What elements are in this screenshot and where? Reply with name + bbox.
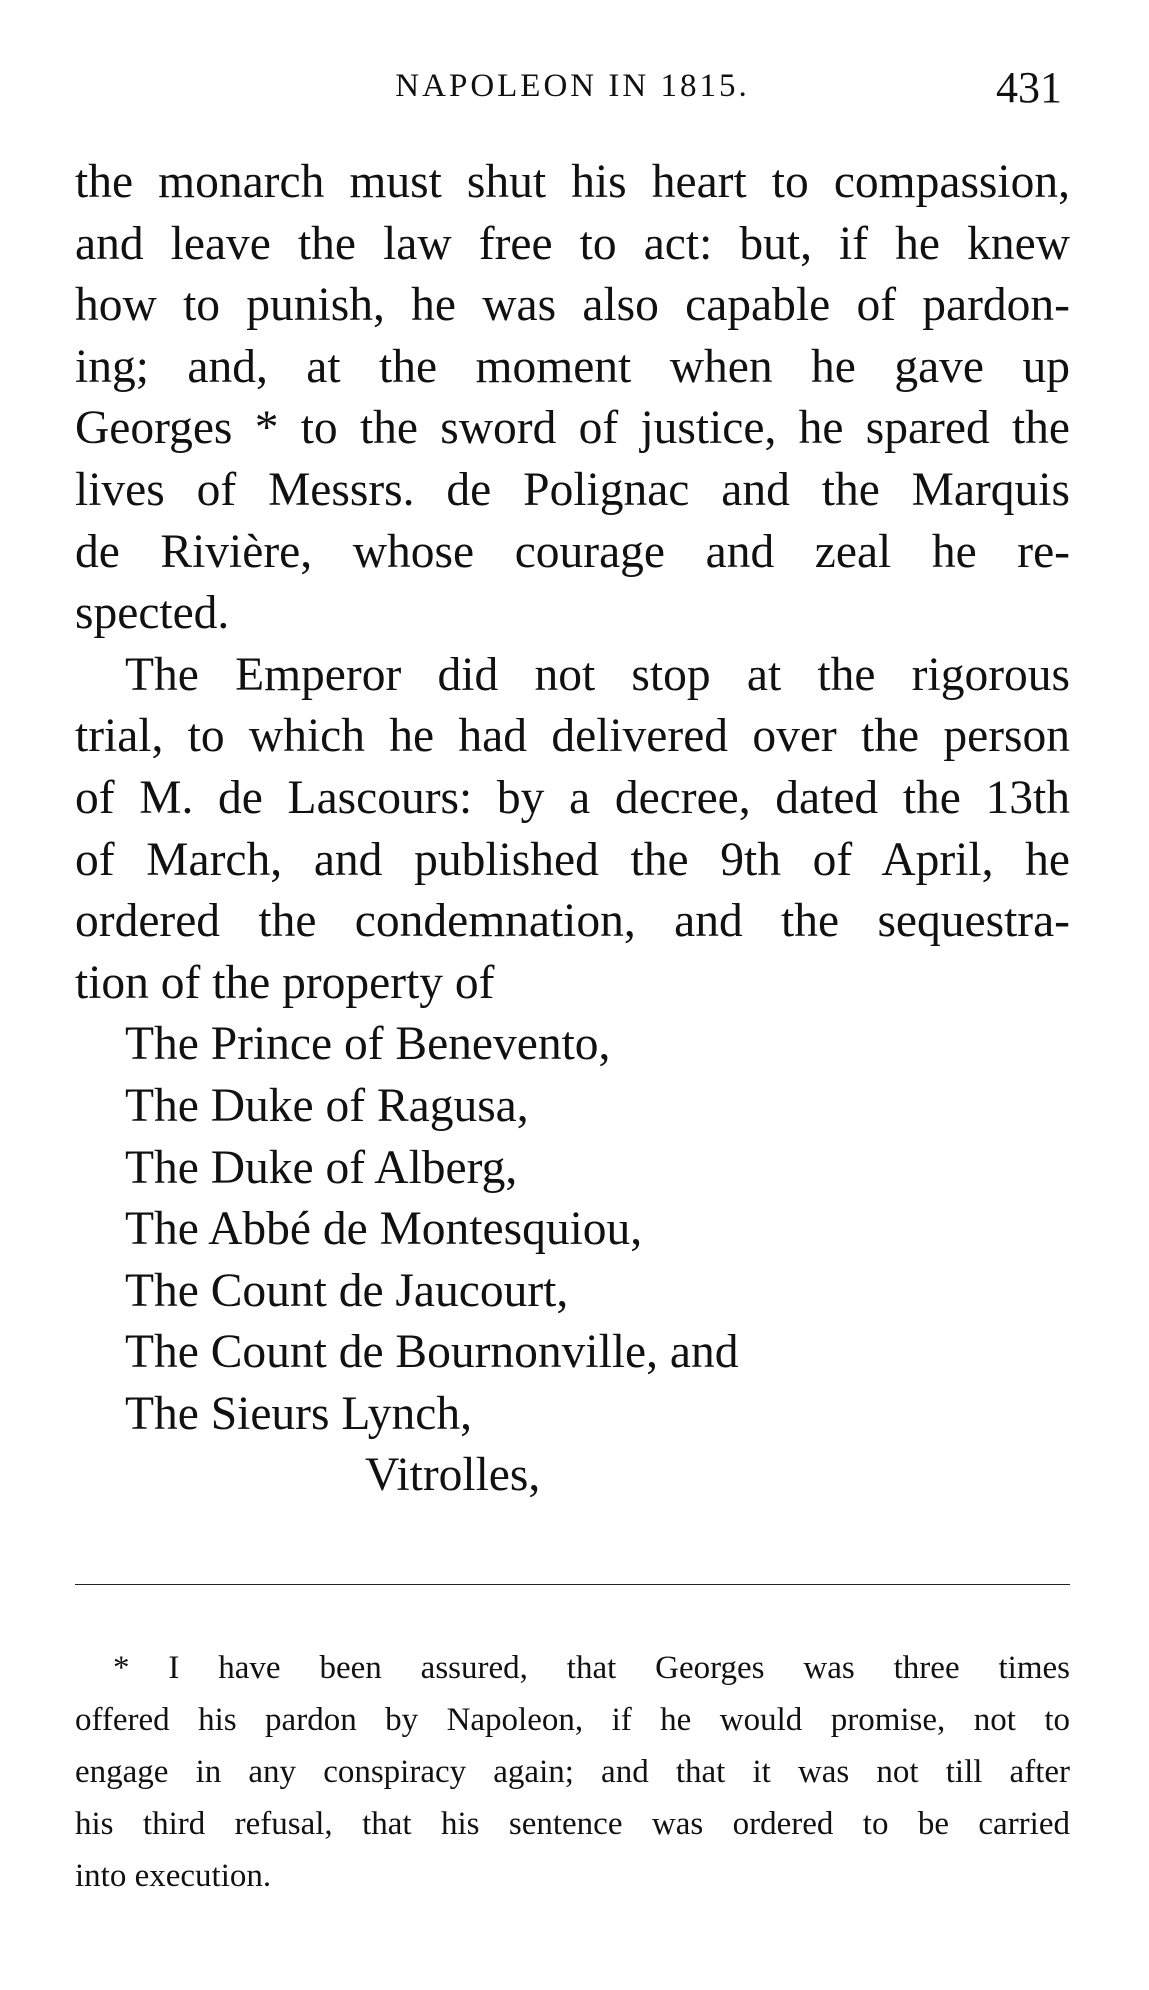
text-line: trial, to which he had delivered over the person — [75, 710, 1070, 763]
main-text — [75, 152, 1070, 1507]
text-line: of March, and published the 9th of April, he — [75, 833, 1070, 886]
page-number: 431 — [996, 63, 1062, 112]
text-line: spected. — [75, 587, 230, 640]
footnote-line: into execution. — [75, 1858, 272, 1894]
text-line: ing; and, at the moment when he gave up — [75, 340, 1070, 393]
text-line: of M. de Lascours: by a decree, dated the 13th — [75, 771, 1070, 824]
text-line: de Rivière, whose courage and zeal he re- — [75, 525, 1070, 578]
running-title: NAPOLEON IN 1815. — [395, 68, 750, 104]
footnote-line: offered his pardon by Napoleon, if he would promise, not to — [75, 1702, 1070, 1738]
text-line: the monarch must shut his heart to compassion, — [75, 156, 1070, 208]
list-item: The Duke of Alberg, — [125, 1141, 518, 1194]
text-line: The Emperor did not stop at the rigorous — [125, 648, 1070, 701]
list-item-continuation: Vitrolles, — [365, 1449, 541, 1502]
text-line: Georges * to the sword of justice, he spared the — [75, 402, 1070, 455]
text-line: how to punish, he was also capable of pardon- — [75, 279, 1070, 332]
list-item: The Count de Bournonville, and — [125, 1326, 739, 1379]
list-item: The Sieurs Lynch, — [125, 1387, 472, 1440]
list-item: The Duke of Ragusa, — [125, 1079, 529, 1132]
footnote-line: his third refusal, that his sentence was ordered to be carried — [75, 1806, 1070, 1842]
list-item: The Abbé de Montesquiou, — [125, 1203, 643, 1256]
text-line: lives of Messrs. de Polignac and the Marquis — [75, 463, 1070, 516]
text-line: ordered the condemnation, and the sequestra- — [75, 895, 1070, 948]
list-item: The Count de Jaucourt, — [125, 1264, 569, 1317]
footnote — [75, 1642, 1070, 1902]
page-header — [75, 63, 1070, 128]
footnote-line: engage in any conspiracy again; and that it was not till after — [75, 1754, 1070, 1790]
text-line: and leave the law free to act: but, if he knew — [75, 217, 1070, 270]
footnote-line: * I have been assured, that Georges was three times — [113, 1650, 1070, 1686]
text-line: tion of the property of — [75, 956, 495, 1009]
list-item: The Prince of Benevento, — [125, 1018, 611, 1071]
footnote-rule — [75, 1584, 1070, 1585]
